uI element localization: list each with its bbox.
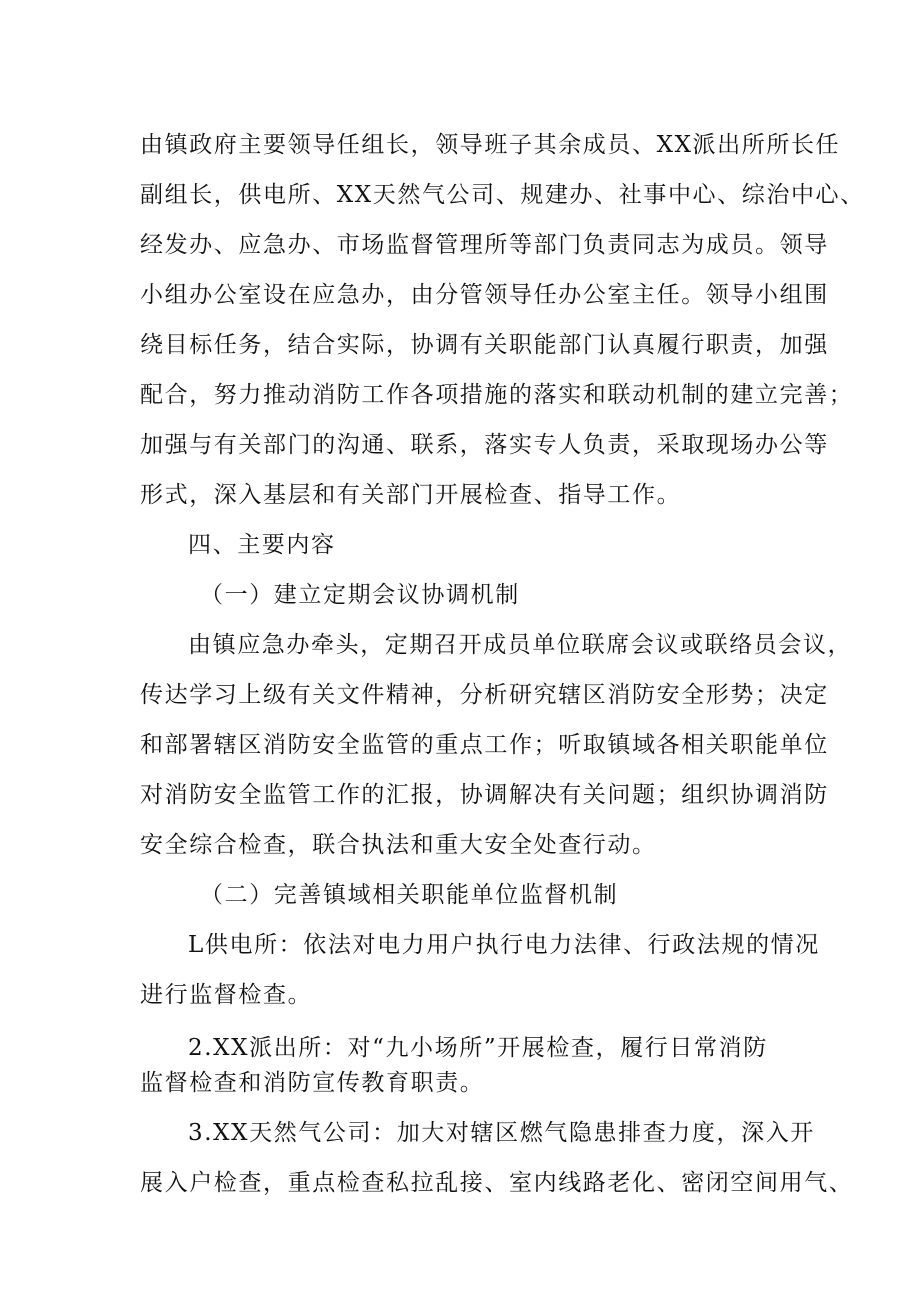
paragraph-2-line: 由镇应急办牵头，定期召开成员单位联席会议或联络员会议，	[188, 632, 853, 658]
section-heading: 四、主要内容	[188, 532, 336, 558]
list-item-1-line: 进行监督检查。	[140, 982, 313, 1008]
list-item-2-line: 2.XX派出所：对“九小场所”开展检查，履行日常消防	[188, 1035, 768, 1061]
paragraph-1-line: 由镇政府主要领导任组长，领导班子其余成员、XX派出所所长任	[140, 132, 841, 158]
list-item-3-line: 展入户检查，重点检查私拉乱接、室内线路老化、密闭空间用气、	[140, 1170, 854, 1196]
subsection-heading-2: （二）完善镇域相关职能单位监督机制	[200, 882, 619, 908]
paragraph-2-line: 传达学习上级有关文件精神，分析研究辖区消防安全形势；决定	[140, 682, 829, 708]
subsection-heading-1: （一）建立定期会议协调机制	[200, 582, 520, 608]
paragraph-2-line: 安全综合检查，联合执法和重大安全处查行动。	[140, 832, 657, 858]
paragraph-1-line: 副组长，供电所、XX天然气公司、规建办、社事中心、综治中心、	[140, 182, 865, 208]
paragraph-1-line: 形式，深入基层和有关部门开展检查、指导工作。	[140, 482, 682, 508]
paragraph-1-line: 经发办、应急办、市场监督管理所等部门负责同志为成员。领导	[140, 232, 829, 258]
list-item-2-line: 监督检查和消防宣传教育职责。	[140, 1070, 485, 1096]
paragraph-2-line: 对消防安全监管工作的汇报，协调解决有关问题；组织协调消防	[140, 782, 829, 808]
list-item-3-line: 3.XX天然气公司：加大对辖区燃气隐患排查力度，深入开	[188, 1120, 815, 1146]
paragraph-2-line: 和部署辖区消防安全监管的重点工作；听取镇域各相关职能单位	[140, 732, 829, 758]
paragraph-1-line: 配合，努力推动消防工作各项措施的落实和联动机制的建立完善；	[140, 382, 854, 408]
list-item-1-line: L供电所：依法对电力用户执行电力法律、行政法规的情况	[188, 932, 820, 958]
paragraph-1-line: 绕目标任务，结合实际，协调有关职能部门认真履行职责，加强	[140, 332, 829, 358]
paragraph-1-line: 加强与有关部门的沟通、联系，落实专人负责，采取现场办公等	[140, 432, 829, 458]
paragraph-1-line: 小组办公室设在应急办，由分管领导任办公室主任。领导小组围	[140, 282, 829, 308]
